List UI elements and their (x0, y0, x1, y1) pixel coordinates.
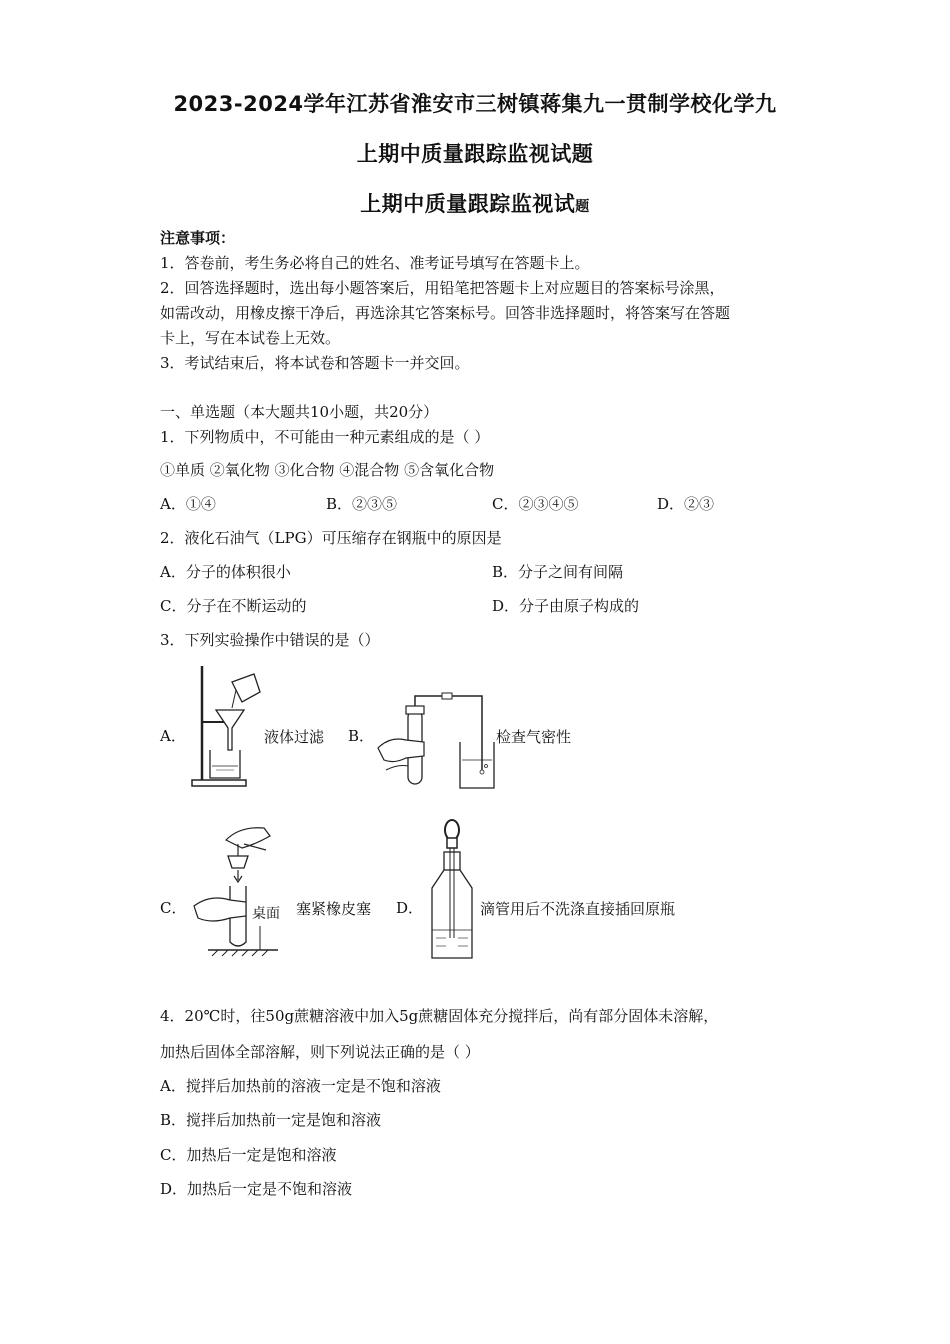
q2-option-c: C．分子在不断运动的 (160, 597, 307, 615)
q3-option-c-caption: 塞紧橡皮塞 (296, 900, 372, 918)
q2-option-b: B．分子之间有间隔 (492, 563, 624, 581)
q3-option-b-caption: 检查气密性 (496, 728, 572, 746)
q3-option-a-letter: A． (160, 727, 186, 745)
document-title-line-3 (0, 188, 950, 218)
q2-option-a: A．分子的体积很小 (160, 563, 291, 581)
q1-stem: 1．下列物质中，不可能由一种元素组成的是（ ） (160, 428, 490, 446)
q3-option-a-caption: 液体过滤 (264, 728, 325, 746)
q4-option-b: B．搅拌后加热前一定是饱和溶液 (160, 1111, 382, 1129)
notice-item-2: 2．回答选择题时，选出每小题答案后，用铅笔把答题卡上对应题目的答案标号涂黑， (160, 279, 725, 297)
q4-stem-line-2: 加热后固体全部溶解，则下列说法正确的是（ ） (160, 1043, 480, 1061)
desk-surface-label: 桌面 (252, 906, 280, 922)
q4-option-d: D．加热后一定是不饱和溶液 (160, 1180, 353, 1198)
airtightness-check-figure (376, 690, 496, 792)
q1-option-a: A．①④ (160, 495, 216, 513)
notice-heading: 注意事项： (160, 229, 236, 247)
title-line-3-main: 上期中质量跟踪监视试 (360, 192, 576, 216)
q1-option-b: B．②③⑤ (326, 495, 398, 513)
dropper-bottle-figure (424, 818, 480, 962)
q3-stem: 3．下列实验操作中错误的是（） (160, 631, 380, 649)
q4-stem-line-1: 4．20℃时，往50g蔗糖溶液中加入5g蔗糖固体充分搅拌后，尚有部分固体未溶解， (160, 1007, 719, 1025)
section-heading: 一、单选题（本大题共10小题，共20分） (160, 403, 439, 421)
notice-item-2-end: 卡上，写在本试卷上无效。 (160, 329, 341, 347)
q3-option-b-letter: B． (348, 727, 375, 745)
q3-option-d-caption: 滴管用后不洗涤直接插回原瓶 (480, 900, 676, 918)
q2-stem: 2．液化石油气（LPG）可压缩存在钢瓶中的原因是 (160, 529, 502, 547)
document-title-line-1: 2023-2024学年江苏省淮安市三树镇蒋集九一贯制学校化学九 (173, 92, 777, 116)
q1-items: ①单质 ②氧化物 ③化合物 ④混合物 ⑤含氧化合物 (160, 461, 495, 479)
q4-option-a: A．搅拌后加热前的溶液一定是不饱和溶液 (160, 1077, 441, 1095)
q3-option-d-letter: D． (396, 899, 424, 917)
filtration-apparatus-figure (188, 662, 264, 790)
stopper-insertion-figure (190, 822, 290, 960)
q1-option-d: D．②③ (657, 495, 715, 513)
notice-item-3: 3．考试结束后，将本试卷和答题卡一并交回。 (160, 354, 470, 372)
title-line-3-tail: 题 (575, 199, 590, 215)
q3-option-c-letter: C． (160, 899, 187, 917)
notice-item-2-cont: 如需改动，用橡皮擦干净后，再选涂其它答案标号。回答非选择题时，将答案写在答题 (160, 304, 731, 322)
document-title-line-2: 上期中质量跟踪监视试题 (356, 142, 594, 166)
q1-option-c: C．②③④⑤ (492, 495, 579, 513)
notice-item-1: 1．答卷前，考生务必将自己的姓名、准考证号填写在答题卡上。 (160, 254, 590, 272)
q2-option-d: D．分子由原子构成的 (492, 597, 640, 615)
q4-option-c: C．加热后一定是饱和溶液 (160, 1146, 337, 1164)
